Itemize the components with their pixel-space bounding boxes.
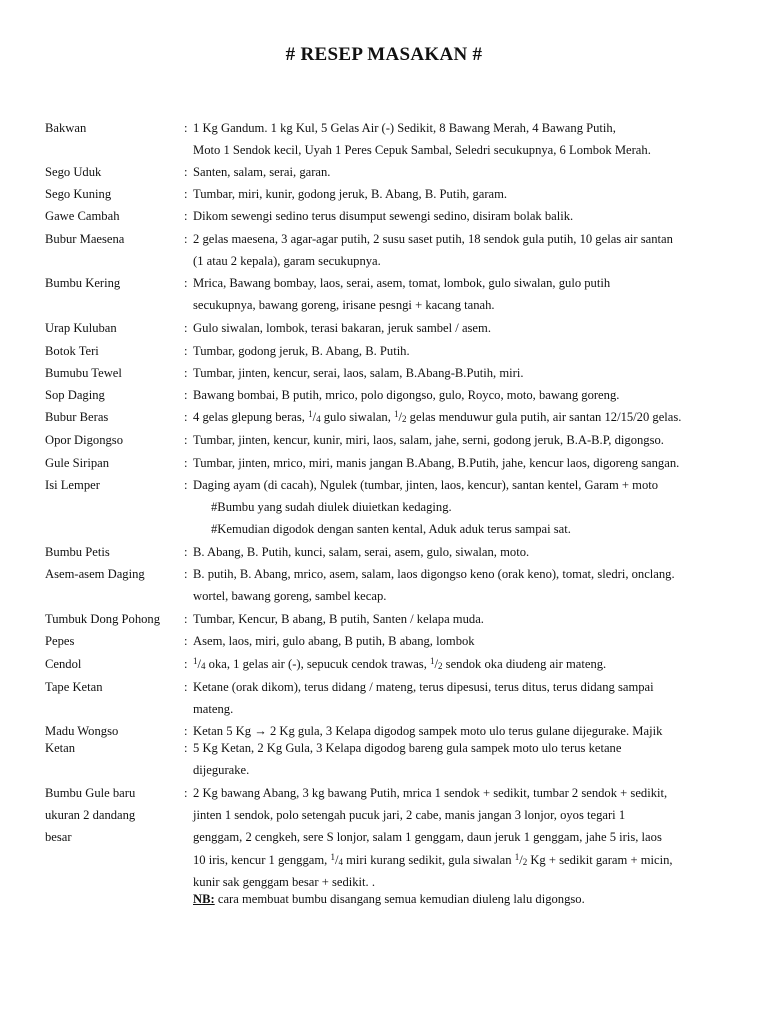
- recipe-ingredients: wortel, bawang goreng, sambel kecap.: [193, 589, 387, 603]
- recipe-ingredients: Ketan 5 Kg → 2 Kg gula, 3 Kelapa digodog sampek moto ulo terus gulane dijegurake. Majik: [193, 724, 663, 738]
- recipe-line: [0, 139, 768, 161]
- recipe-line: [0, 406, 768, 428]
- recipe-ingredients: Moto 1 Sendok kecil, Uyah 1 Peres Cepuk Sambal, Seledri secukupnya, 6 Lombok Merah.: [193, 143, 651, 157]
- recipe-name: Gawe Cambah: [45, 209, 120, 223]
- recipe-name: Cendol: [45, 657, 82, 671]
- text-segment: /: [197, 657, 201, 671]
- fraction-numerator: 1: [430, 656, 435, 666]
- recipe-name: Sego Uduk: [45, 165, 102, 179]
- recipe-ingredients: 2 gelas maesena, 3 agar-agar putih, 2 susu saset putih, 18 sendok gula putih, 10 gelas air santan: [193, 232, 673, 246]
- colon-separator: :: [184, 433, 188, 447]
- recipe-name: Bumbu Kering: [45, 276, 121, 290]
- recipe-ingredients: Tumbar, godong jeruk, B. Abang, B. Putih.: [193, 344, 410, 358]
- text-segment: cara membuat bumbu disangang semua kemudian diuleng lalu digongso.: [214, 892, 585, 906]
- note-label: NB:: [193, 892, 215, 906]
- colon-separator: :: [184, 456, 188, 470]
- recipe-line: [0, 585, 768, 607]
- recipe-line: [0, 496, 768, 518]
- colon-separator: :: [184, 545, 188, 559]
- colon-separator: :: [184, 209, 188, 223]
- recipe-line: [0, 888, 768, 910]
- page-title: # RESEP MASAKAN #: [285, 44, 483, 65]
- recipe-ingredients: jinten 1 sendok, polo setengah pucuk jari, 2 cabe, manis jangan 3 lonjor, oyos tegari 1: [193, 808, 626, 822]
- recipe-ingredients: Ketane (orak dikom), terus didang / mateng, terus dipesusi, terus ditus, terus didang sampai: [193, 680, 654, 694]
- colon-separator: :: [184, 786, 188, 800]
- recipe-line: [0, 228, 768, 250]
- recipe-ingredients: secukupnya, bawang goreng, irisane pesngi + kacang tanah.: [193, 298, 495, 312]
- colon-separator: :: [184, 680, 188, 694]
- recipe-ingredients: Dikom sewengi sedino terus disumput sewengi sedino, disiram bolak balik.: [193, 209, 574, 223]
- recipe-ingredients: kunir sak genggam besar + sedikit. .: [193, 875, 375, 889]
- recipe-ingredients: B. Abang, B. Putih, kunci, salam, serai, asem, gulo, siwalan, moto.: [193, 545, 530, 559]
- recipe-ingredients: [193, 888, 748, 910]
- colon-separator: :: [184, 388, 188, 402]
- colon-separator: :: [184, 478, 188, 492]
- recipe-ingredients: Mrica, Bawang bombay, laos, serai, asem, tomat, lombok, gulo siwalan, gulo putih: [193, 276, 611, 290]
- recipe-line: [0, 676, 768, 698]
- recipe-ingredients: Tumbar, jinten, kencur, kunir, miri, laos, salam, jahe, serni, godong jeruk, B.A-B.P, digongso.: [193, 433, 664, 447]
- colon-separator: :: [184, 187, 188, 201]
- recipe-line: [0, 429, 768, 451]
- recipe-line: [0, 294, 768, 316]
- text-segment: /: [398, 410, 403, 424]
- recipe-line: [0, 384, 768, 406]
- recipe-name: Asem-asem Daging: [45, 567, 145, 581]
- recipe-line: [0, 541, 768, 563]
- recipe-line: [0, 452, 768, 474]
- recipe-name: Pepes: [45, 634, 75, 648]
- recipe-name: Gule Siripan: [45, 456, 110, 470]
- colon-separator: :: [184, 612, 188, 626]
- colon-separator: :: [184, 567, 188, 581]
- fraction-denominator: 4: [201, 661, 206, 671]
- fraction-numerator: 1: [394, 409, 399, 419]
- recipe-name: Madu Wongso: [45, 724, 119, 738]
- recipe-name: Sop Daging: [45, 388, 105, 402]
- text-segment: miri kurang sedikit, gula siwalan: [342, 853, 515, 867]
- recipe-ingredients: Tumbar, Kencur, B abang, B putih, Santen / kelapa muda.: [193, 612, 484, 626]
- text-segment: oka, 1 gelas air (-), sepucuk cendok trawas,: [205, 657, 431, 671]
- recipe-ingredients: #Bumbu yang sudah diulek diuietkan kedaging.: [211, 500, 452, 514]
- recipe-line: [0, 563, 768, 585]
- recipe-ingredients: (1 atau 2 kepala), garam secukupnya.: [193, 254, 381, 268]
- recipe-line: [0, 161, 768, 183]
- recipe-ingredients: genggam, 2 cengkeh, sere S lonjor, salam 1 genggam, daun jeruk 1 genggam, jahe 5 iris, laos: [193, 830, 662, 844]
- recipe-name: Tumbuk Dong Pohong: [45, 612, 161, 626]
- recipe-ingredients: B. putih, B. Abang, mrico, asem, salam, laos digongso keno (orak keno), tomat, sledri, onclang.: [193, 567, 675, 581]
- text-segment: /: [519, 853, 523, 867]
- recipe-line: [0, 759, 768, 781]
- recipe-line: [0, 826, 768, 848]
- fraction-numerator: 1: [330, 852, 335, 862]
- recipe-ingredients: 2 Kg bawang Abang, 3 kg bawang Putih, mrica 1 sendok + sedikit, tumbar 2 sendok + sedikit,: [193, 786, 668, 800]
- text-segment: gelas menduwur gula putih, air santan 12/15/20 gelas.: [406, 410, 682, 424]
- recipe-name: Opor Digongso: [45, 433, 124, 447]
- recipe-line: [0, 205, 768, 227]
- colon-separator: :: [184, 410, 188, 424]
- recipe-line: [0, 340, 768, 362]
- recipe-name: besar: [45, 830, 72, 844]
- fraction-denominator: 2: [522, 857, 528, 867]
- colon-separator: :: [184, 321, 188, 335]
- recipe-ingredients: Daging ayam (di cacah), Ngulek (tumbar, jinten, laos, kencur), santan kentel, Garam + moto: [193, 478, 659, 492]
- colon-separator: :: [184, 634, 188, 648]
- recipe-name: Isi Lemper: [45, 478, 100, 492]
- fraction-numerator: 1: [308, 409, 313, 419]
- fraction-numerator: 1: [193, 656, 198, 666]
- recipe-line: [0, 474, 768, 496]
- recipe-name: Bumbu Gule baru: [45, 786, 136, 800]
- recipe-name: Bakwan: [45, 121, 87, 135]
- recipe-ingredients: 1 Kg Gandum. 1 kg Kul, 5 Gelas Air (-) Sedikit, 8 Bawang Merah, 4 Bawang Putih,: [193, 121, 616, 135]
- recipe-line: [0, 117, 768, 139]
- colon-separator: :: [184, 344, 188, 358]
- recipe-name: Sego Kuning: [45, 187, 112, 201]
- recipe-ingredients: mateng.: [193, 702, 234, 716]
- fraction-denominator: 4: [316, 414, 321, 424]
- colon-separator: :: [184, 366, 188, 380]
- recipe-name: Ketan: [45, 741, 76, 755]
- recipe-name: ukuran 2 dandang: [45, 808, 136, 822]
- fraction-denominator: 2: [438, 661, 443, 671]
- recipe-ingredients: Tumbar, miri, kunir, godong jeruk, B. Abang, B. Putih, garam.: [193, 187, 508, 201]
- recipe-line: [0, 183, 768, 205]
- recipe-line: [0, 317, 768, 339]
- recipe-name: Botok Teri: [45, 344, 99, 358]
- text-segment: /: [334, 853, 339, 867]
- recipe-ingredients: Asem, laos, miri, gulo abang, B putih, B abang, lombok: [193, 634, 475, 648]
- recipe-ingredients: Bawang bombai, B putih, mrico, polo digongso, gulo, Royco, moto, bawang goreng.: [193, 388, 620, 402]
- colon-separator: :: [184, 165, 188, 179]
- recipe-name: Urap Kuluban: [45, 321, 117, 335]
- colon-separator: :: [184, 741, 188, 755]
- text-segment: sendok oka diudeng air mateng.: [442, 657, 607, 671]
- text-segment: 4 gelas glepung beras,: [193, 410, 309, 424]
- recipe-line: [0, 737, 768, 759]
- recipe-ingredients: Tumbar, jinten, kencur, serai, laos, salam, B.Abang-B.Putih, miri.: [193, 366, 524, 380]
- recipe-line: [0, 518, 768, 540]
- recipe-line: [0, 362, 768, 384]
- text-segment: /: [312, 410, 317, 424]
- recipe-name: Bumubu Tewel: [45, 366, 122, 380]
- recipe-ingredients: Santen, salam, serai, garan.: [193, 165, 331, 179]
- text-segment: Kg + sedikit garam + micin,: [527, 853, 673, 867]
- colon-separator: :: [184, 121, 188, 135]
- recipe-line: [0, 272, 768, 294]
- colon-separator: :: [184, 232, 188, 246]
- text-segment: gulo siwalan,: [320, 410, 395, 424]
- recipe-line: [0, 653, 768, 675]
- recipe-ingredients: [193, 849, 748, 872]
- recipe-ingredients: [193, 653, 748, 676]
- recipe-name: Bubur Beras: [45, 410, 109, 424]
- fraction-denominator: 2: [402, 414, 407, 424]
- colon-separator: :: [184, 657, 188, 671]
- recipe-ingredients: dijegurake.: [193, 763, 250, 777]
- recipe-line: [0, 698, 768, 720]
- recipe-line: [0, 849, 768, 871]
- colon-separator: :: [184, 276, 188, 290]
- recipe-line: [0, 608, 768, 630]
- recipe-name: Bubur Maesena: [45, 232, 125, 246]
- fraction-numerator: 1: [514, 852, 520, 862]
- recipe-line: [0, 250, 768, 272]
- recipe-ingredients: 5 Kg Ketan, 2 Kg Gula, 3 Kelapa digodog bareng gula sampek moto ulo terus ketane: [193, 741, 622, 755]
- fraction-denominator: 4: [338, 857, 343, 867]
- recipe-line: [0, 804, 768, 826]
- text-segment: /: [434, 657, 439, 671]
- recipe-ingredients: Gulo siwalan, lombok, terasi bakaran, jeruk sambel / asem.: [193, 321, 491, 335]
- recipe-line: [0, 782, 768, 804]
- recipe-ingredients: [193, 406, 748, 429]
- recipe-ingredients: Tumbar, jinten, mrico, miri, manis jangan B.Abang, B.Putih, jahe, kencur laos, digoreng sangan.: [193, 456, 680, 470]
- recipe-ingredients: #Kemudian digodok dengan santen kental, Aduk aduk terus sampai sat.: [211, 522, 571, 536]
- text-segment: 10 iris, kencur 1 genggam,: [193, 853, 331, 867]
- recipe-line: [0, 630, 768, 652]
- recipe-name: Tape Ketan: [45, 680, 103, 694]
- colon-separator: :: [184, 724, 188, 738]
- recipe-name: Bumbu Petis: [45, 545, 110, 559]
